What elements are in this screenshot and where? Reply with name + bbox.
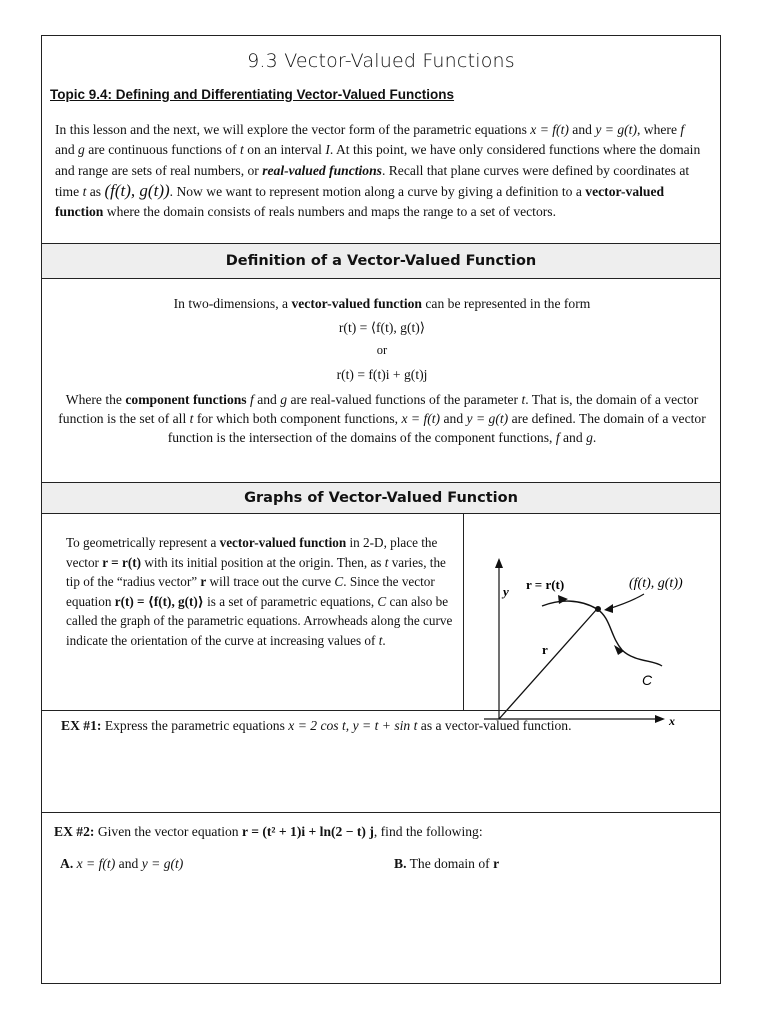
curve-C: C (377, 593, 387, 609)
intro-text: , where (636, 122, 677, 137)
example-1 (61, 718, 711, 734)
part-text: and (118, 856, 139, 871)
equation-y: y = g(t) (595, 122, 637, 137)
part-b-label: B. (394, 856, 407, 871)
curve-arrow-icon (558, 595, 568, 604)
graph-text: with its initial position at the origin. Then, as (144, 554, 382, 570)
intro-text: . Recall that plane curves were defined by coordinates at time (55, 162, 690, 199)
formula-ij-form: r(t) = f(t)i + g(t)j (336, 367, 428, 382)
graph-text: can also be called the graph of the parametric equations. Arrowheads along the curve indicate the orientation of the curve at increasing values of (66, 593, 453, 648)
radius-vector-label: r (542, 642, 548, 657)
term-vector-valued: vector-valued function (291, 296, 422, 311)
worksheet-page (41, 35, 721, 984)
def-text: . (592, 430, 597, 445)
curve-label: C (642, 672, 653, 688)
formula-bracket-form: r(t) = ⟨f(t), g(t)⟩ (338, 320, 426, 335)
vector-equation: r(t) = ⟨f(t), g(t)⟩ (114, 593, 204, 609)
intro-text: as (89, 183, 102, 199)
term-vector-valued: vector-valued function (55, 183, 665, 220)
equation-y: y = g(t) (466, 411, 509, 426)
point-label: (f(t), g(t)) (629, 576, 683, 591)
def-text: and (443, 411, 464, 426)
def-text: . That is, the domain of a vector function is the set of all (58, 392, 699, 426)
curve-point (595, 606, 601, 612)
example-1-label: EX #1: (61, 718, 102, 733)
definition-line (52, 294, 712, 313)
graph-text: To geometrically represent a (66, 535, 217, 550)
intro-text: and (55, 142, 75, 158)
vector-r: r (200, 574, 207, 589)
example-1-equation: x = 2 cos t, y = t + sin t (288, 718, 418, 733)
y-axis-arrow-icon (495, 558, 503, 568)
def-text: Where the (65, 392, 122, 407)
var-t: t (189, 411, 194, 426)
graph-explanation (66, 533, 458, 650)
graph-text: is a set of parametric equations, (207, 593, 375, 609)
part-text: The domain of (409, 856, 490, 871)
term-vector-valued: vector-valued function (219, 535, 347, 550)
equation-x: x = f(t) (401, 411, 441, 426)
divider (42, 710, 720, 711)
or-text: or (376, 343, 388, 357)
example-text: , find the following: (373, 824, 483, 839)
section-heading-graphs: Graphs of Vector-Valued Function (42, 483, 720, 513)
def-text: are defined. The domain of a vector function is the intersection of the domains of the component functions, (167, 411, 706, 445)
y-axis-label: y (503, 584, 509, 599)
example-text: as a vector-valued function. (420, 718, 572, 733)
var-t: t (384, 554, 389, 570)
page-title: 9.3 Vector-Valued Functions (247, 50, 515, 72)
var-t: t (521, 392, 526, 407)
intro-text: on an interval (247, 142, 322, 158)
equation-x: x = f(t) (76, 856, 116, 871)
radius-vector (499, 609, 597, 719)
curve-C: C (334, 574, 344, 589)
var-f: f (250, 392, 254, 407)
vector-equation-label: r = r(t) (526, 577, 565, 592)
graph-text: will trace out the curve (209, 574, 332, 589)
definition-explanation (52, 390, 712, 447)
def-text: for which both component functions, (196, 411, 399, 426)
part-a-label: A. (60, 856, 74, 871)
graph-text: . (382, 632, 386, 648)
var-f: f (555, 430, 560, 445)
graph-text: . Since the vector equation (66, 574, 435, 609)
pointer-line (608, 594, 644, 609)
coordinates: (f(t), g(t)) (104, 180, 170, 200)
def-text: In two-dimensions, a (173, 296, 289, 311)
curve-C-path (542, 601, 662, 666)
example-text: Given the vector equation (97, 824, 239, 839)
intro-text: where the domain consists of reals numbers and maps the range to a set of vectors. (106, 204, 556, 220)
var-g: g (78, 142, 85, 158)
intro-text: and (572, 122, 592, 137)
equation-x: x = f(t) (530, 122, 569, 137)
part-b (394, 856, 499, 872)
intro-text: are continuous functions of (88, 142, 237, 158)
term-component-functions: component functions (125, 392, 247, 407)
var-t: t (82, 183, 87, 199)
example-2-label: EX #2: (54, 824, 95, 839)
def-text: can be represented in the form (425, 296, 591, 311)
equation-y: y = g(t) (141, 856, 184, 871)
divider (42, 278, 720, 279)
intro-paragraph (55, 120, 707, 222)
topic-heading: Topic 9.4: Defining and Differentiating Vector-Valued Functions (50, 87, 455, 102)
x-axis-label: x (669, 714, 675, 728)
pointer-arrow-icon (604, 604, 613, 613)
term-real-valued: real-valued functions (262, 162, 382, 178)
graph-text: varies, the tip of the “radius vector” (66, 554, 446, 589)
intro-text: In this lesson and the next, we will explore the vector form of the parametric equations (55, 122, 527, 137)
graph-text: in 2-D, place the vector (66, 535, 438, 570)
intro-text: . Now we want to represent motion along a curve by giving a definition to a (169, 183, 582, 199)
example-text: Express the parametric equations (104, 718, 285, 733)
def-text: and (257, 392, 277, 407)
vector-r: r (493, 856, 500, 871)
var-f: f (680, 122, 685, 137)
example-2-equation: r = (t² + 1)i + ln(2 − t) j (242, 824, 374, 839)
var-I: I (325, 142, 330, 158)
example-2 (54, 824, 704, 840)
var-g: g (586, 430, 593, 445)
vector-graph (464, 514, 722, 728)
def-text: are real-valued functions of the parameter (290, 392, 519, 407)
var-t: t (378, 632, 383, 648)
part-a (60, 856, 183, 872)
def-text: and (563, 430, 583, 445)
var-t: t (240, 142, 244, 158)
definition-block (52, 294, 712, 447)
var-g: g (280, 392, 288, 407)
divider (42, 812, 720, 813)
vector-r: r = r(t) (102, 554, 142, 570)
intro-text: . At this point, we have only considered functions where the domain and range are sets of real numbers, or (55, 142, 701, 178)
section-heading-definition: Definition of a Vector-Valued Function (42, 244, 720, 278)
